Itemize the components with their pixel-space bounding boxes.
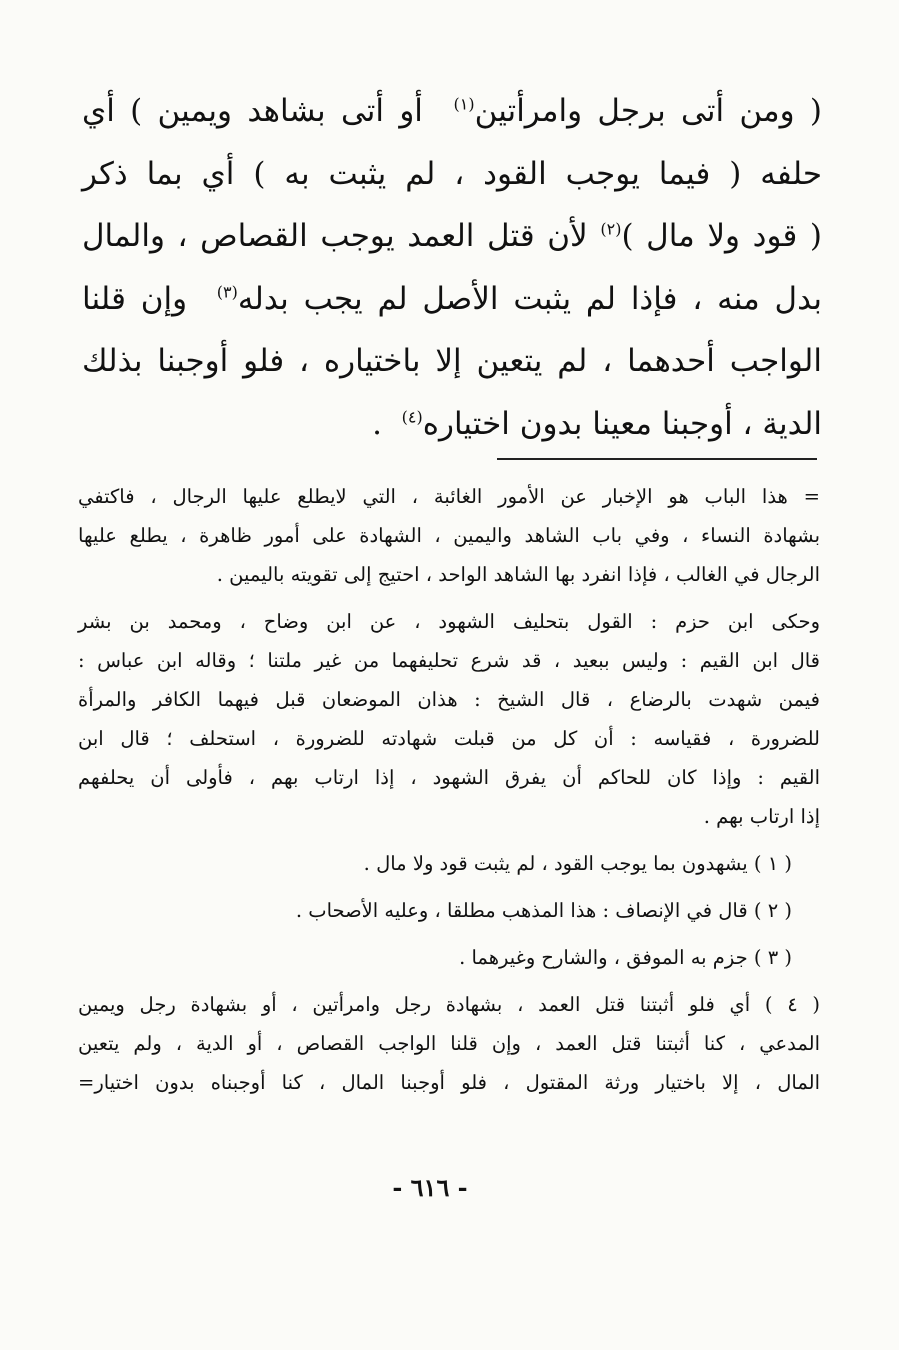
footnotes-block [78, 477, 820, 1102]
note-line: المال ، إلا باختيار ورثة المقتول ، فلو أوجبنا المال ، كنا أوجبناه بدون اختيار= [78, 1071, 820, 1094]
footnote-4 [78, 985, 820, 1102]
main-line-3a: ( قود ولا مال ) [621, 218, 822, 254]
footnote-ref-3: (٣) [216, 282, 238, 302]
main-line-6 [82, 393, 822, 456]
footnote-continuation [78, 477, 820, 594]
main-line-1a: ( ومن أتى برجل وامرأتين [474, 93, 822, 129]
main-line-5: الواجب أحدهما ، لم يتعين إلا باختياره ، فلو أوجبنا بذلك [82, 343, 822, 379]
main-line-4 [82, 268, 822, 331]
note-line: الرجال في الغالب ، فإذا انفرد بها الشاهد الواحد ، احتيج إلى تقويته باليمين . [216, 563, 820, 586]
main-line-6b: . [372, 405, 382, 442]
note-line: وحكى ابن حزم : القول بتحليف الشهود ، عن ابن وضاح ، ومحمد بن بشر [78, 610, 820, 633]
footnote-1: ( ١ ) يشهدون بما يوجب القود ، لم يثبت قود ولا مال . [363, 852, 792, 875]
spacer [78, 836, 820, 844]
footnote-ref-4: (٤) [401, 407, 423, 427]
main-line-3 [82, 205, 822, 268]
footnote-ref-1: (١) [453, 94, 475, 114]
note-line: بشهادة النساء ، وفي باب الشاهد واليمين ، الشهادة على أمور ظاهرة ، يطلع عليها [78, 524, 820, 547]
spacer [78, 977, 820, 985]
note-line: المدعي ، كنا أثبتنا قتل العمد ، وإن قلنا الواجب القصاص ، أو الدية ، ولم يتعين [78, 1032, 820, 1055]
footnote-ref-2: (٢) [600, 219, 622, 239]
main-line-3b: لأن قتل العمد يوجب القصاص ، والمال [82, 218, 588, 254]
spacer [78, 883, 820, 891]
note-line: القيم : وإذا كان للحاكم أن يفرق الشهود ، إذا ارتاب بهم ، فأولى أن يحلفهم [78, 766, 820, 789]
footnote-paragraph-2 [78, 602, 820, 836]
spacer [78, 594, 820, 602]
note-line: إذا ارتاب بهم . [703, 805, 820, 828]
footnote-3: ( ٣ ) جزم به الموفق ، والشارح وغيرهما . [459, 946, 792, 969]
main-text-block [82, 80, 822, 455]
main-line-4a: بدل منه ، فإذا لم يثبت الأصل لم يجب بدله [237, 280, 822, 317]
spacer [78, 930, 820, 938]
note-line: للضرورة ، فقياسه : أن كل من قبلت شهادته للضرورة ، استحلف ؛ قال ابن [78, 727, 820, 750]
main-line-1 [82, 80, 822, 143]
footnote-2: ( ٢ ) قال في الإنصاف : هذا المذهب مطلقا ، وعليه الأصحاب . [295, 899, 792, 922]
note-line: فيمن شهدت بالرضاع ، قال الشيخ : هذان الموضعان قبل فيهما الكافر والمرأة [78, 688, 820, 711]
main-line-4b: وإن قلنا [82, 280, 188, 317]
main-line-1b: أو أتى بشاهد ويمين ) أي [82, 93, 423, 129]
note-line: = هذا الباب هو الإخبار عن الأمور الغائبة ، التي لايطلع عليها الرجال ، فاكتفي [78, 485, 820, 508]
footnote-separator [497, 458, 817, 460]
main-line-2: حلفه ( فيما يوجب القود ، لم يثبت به ) أي بما ذكر [82, 155, 822, 192]
page-number: - ٦١٦ - [392, 1173, 468, 1202]
note-line: ( ٤ ) أي فلو أثبتنا قتل العمد ، بشهادة رجل وامرأتين ، أو بشهادة رجل ويمين [78, 993, 820, 1016]
note-line: قال ابن القيم : وليس ببعيد ، قد شرع تحليفهما من غير ملتنا ؛ وقاله ابن عباس : [78, 649, 820, 672]
main-line-6a: الدية ، أوجبنا معينا بدون اختياره [422, 405, 822, 442]
